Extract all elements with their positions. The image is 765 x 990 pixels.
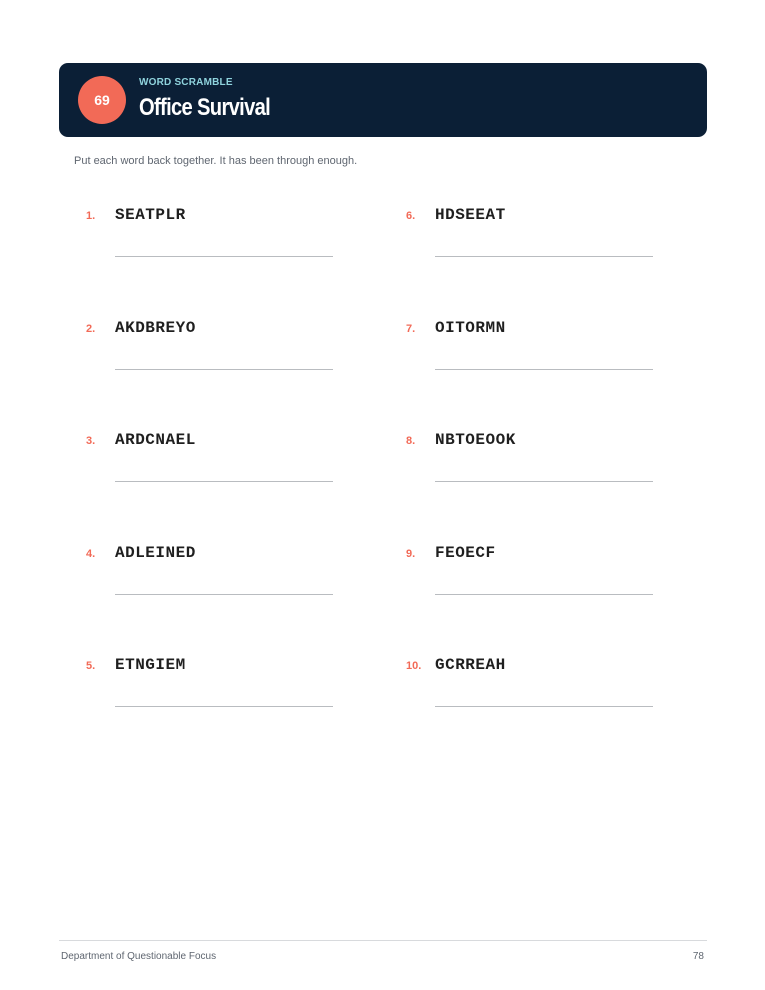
item-number: 7. (406, 323, 416, 335)
item-number: 6. (406, 210, 416, 222)
item-number: 1. (86, 210, 96, 222)
scramble-item-2 (86, 319, 356, 389)
scramble-item-3 (86, 431, 356, 501)
answer-line[interactable] (115, 594, 333, 595)
footer-page-number: 78 (692, 951, 704, 962)
puzzle-category: WORD SCRAMBLE (139, 77, 233, 88)
scramble-item-7 (406, 319, 676, 389)
scramble-item-8 (406, 431, 676, 501)
answer-line[interactable] (115, 256, 333, 257)
instructions-text: Put each word back together. It has been through enough. (74, 155, 358, 167)
answer-line[interactable] (115, 706, 333, 707)
scrambled-word: AKDBREYO (115, 319, 196, 337)
item-number: 5. (86, 660, 96, 672)
header-banner (59, 63, 707, 137)
item-number: 8. (406, 435, 416, 447)
item-number: 3. (86, 435, 96, 447)
scrambled-word: ARDCNAEL (115, 431, 196, 449)
scrambled-word: NBTOEOOK (435, 431, 516, 449)
scrambled-word: SEATPLR (115, 206, 186, 224)
scrambled-word: FEOECF (435, 544, 496, 562)
item-number: 2. (86, 323, 96, 335)
item-number: 4. (86, 548, 96, 560)
item-number: 10. (406, 660, 422, 672)
answer-line[interactable] (435, 594, 653, 595)
answer-line[interactable] (435, 706, 653, 707)
scrambled-word: GCRREAH (435, 656, 506, 674)
scrambled-word: OITORMN (435, 319, 506, 337)
item-number: 9. (406, 548, 416, 560)
answer-line[interactable] (435, 369, 653, 370)
answer-line[interactable] (115, 369, 333, 370)
page-title: Office Survival (139, 94, 271, 121)
scrambled-word: ADLEINED (115, 544, 196, 562)
scrambled-word: ETNGIEM (115, 656, 186, 674)
scramble-item-9 (406, 544, 676, 614)
answer-line[interactable] (115, 481, 333, 482)
scrambled-word: HDSEEAT (435, 206, 506, 224)
footer-department: Department of Questionable Focus (61, 951, 217, 962)
scramble-item-6 (406, 206, 676, 276)
answer-line[interactable] (435, 481, 653, 482)
scramble-item-5 (86, 656, 356, 726)
answer-line[interactable] (435, 256, 653, 257)
footer-divider (59, 940, 707, 941)
scramble-item-4 (86, 544, 356, 614)
scramble-item-10 (406, 656, 676, 726)
scramble-item-1 (86, 206, 356, 276)
puzzle-number-badge: 69 (78, 76, 126, 124)
